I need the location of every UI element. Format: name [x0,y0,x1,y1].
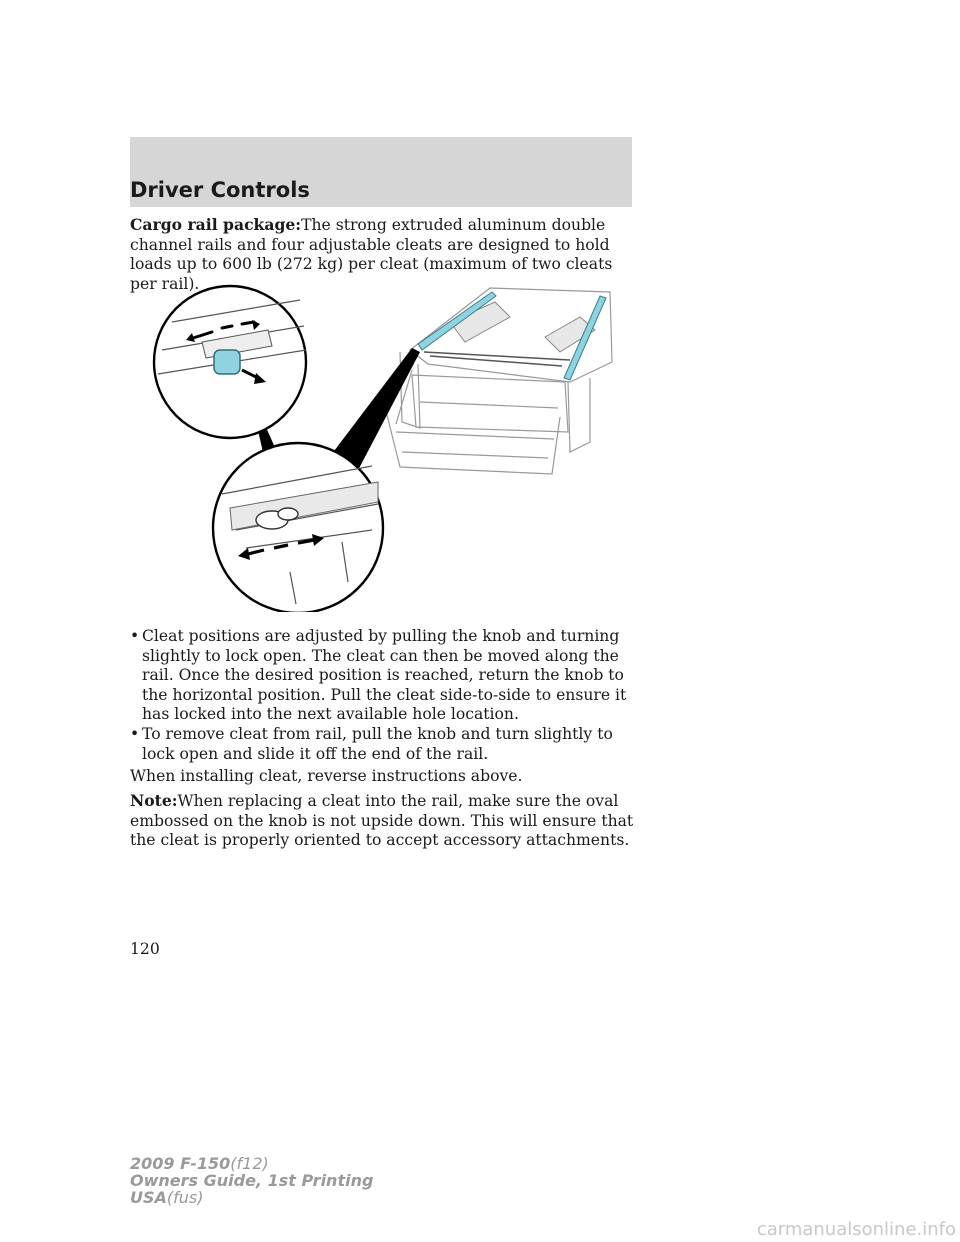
cargo-rail-illustration [150,282,630,612]
bullet-dot: • [130,627,140,645]
bullet-text: To remove cleat from rail, pull the knob and turn slightly to lock open and slide it off the end of the rail. [142,725,613,763]
print-footer [130,1155,373,1206]
section-title: Driver Controls [130,178,310,202]
footer-edition: Owners Guide, 1st Printing [130,1171,374,1190]
intro-label: Cargo rail package: [130,215,302,234]
note-text: When replacing a cleat into the rail, make sure the oval embossed on the knob is not upside down. This will ensure that the cleat is properly oriented to accept accessory attachments. [130,792,634,849]
footer-market: USA [130,1188,167,1207]
note-paragraph [130,791,640,851]
page-number: 120 [130,940,160,958]
bullet-text: Cleat positions are adjusted by pulling the knob and turning slightly to lock open. The cleat can then be moved along the rail. Once the desired position is reached, return the knob to the horizontal position. Pull the cleat side-to-side to ensure it has locked into the next available hole location. [142,627,627,723]
footer-model: 2009 F-150 [130,1154,231,1173]
install-paragraph: When installing cleat, reverse instructions above. [130,767,523,785]
footer-market-code: (fus) [166,1188,204,1207]
footer-model-code: (f12) [230,1154,269,1173]
watermark: carmanualsonline.info [756,1219,956,1240]
note-label: Note: [130,791,178,810]
intro-text: The strong extruded aluminum double channel rails and four adjustable cleats are designed to hold loads up to 600 lb (272 kg) per cleat (maximum of two cleats per rail). [130,216,613,293]
bullet-dot: • [130,725,140,743]
